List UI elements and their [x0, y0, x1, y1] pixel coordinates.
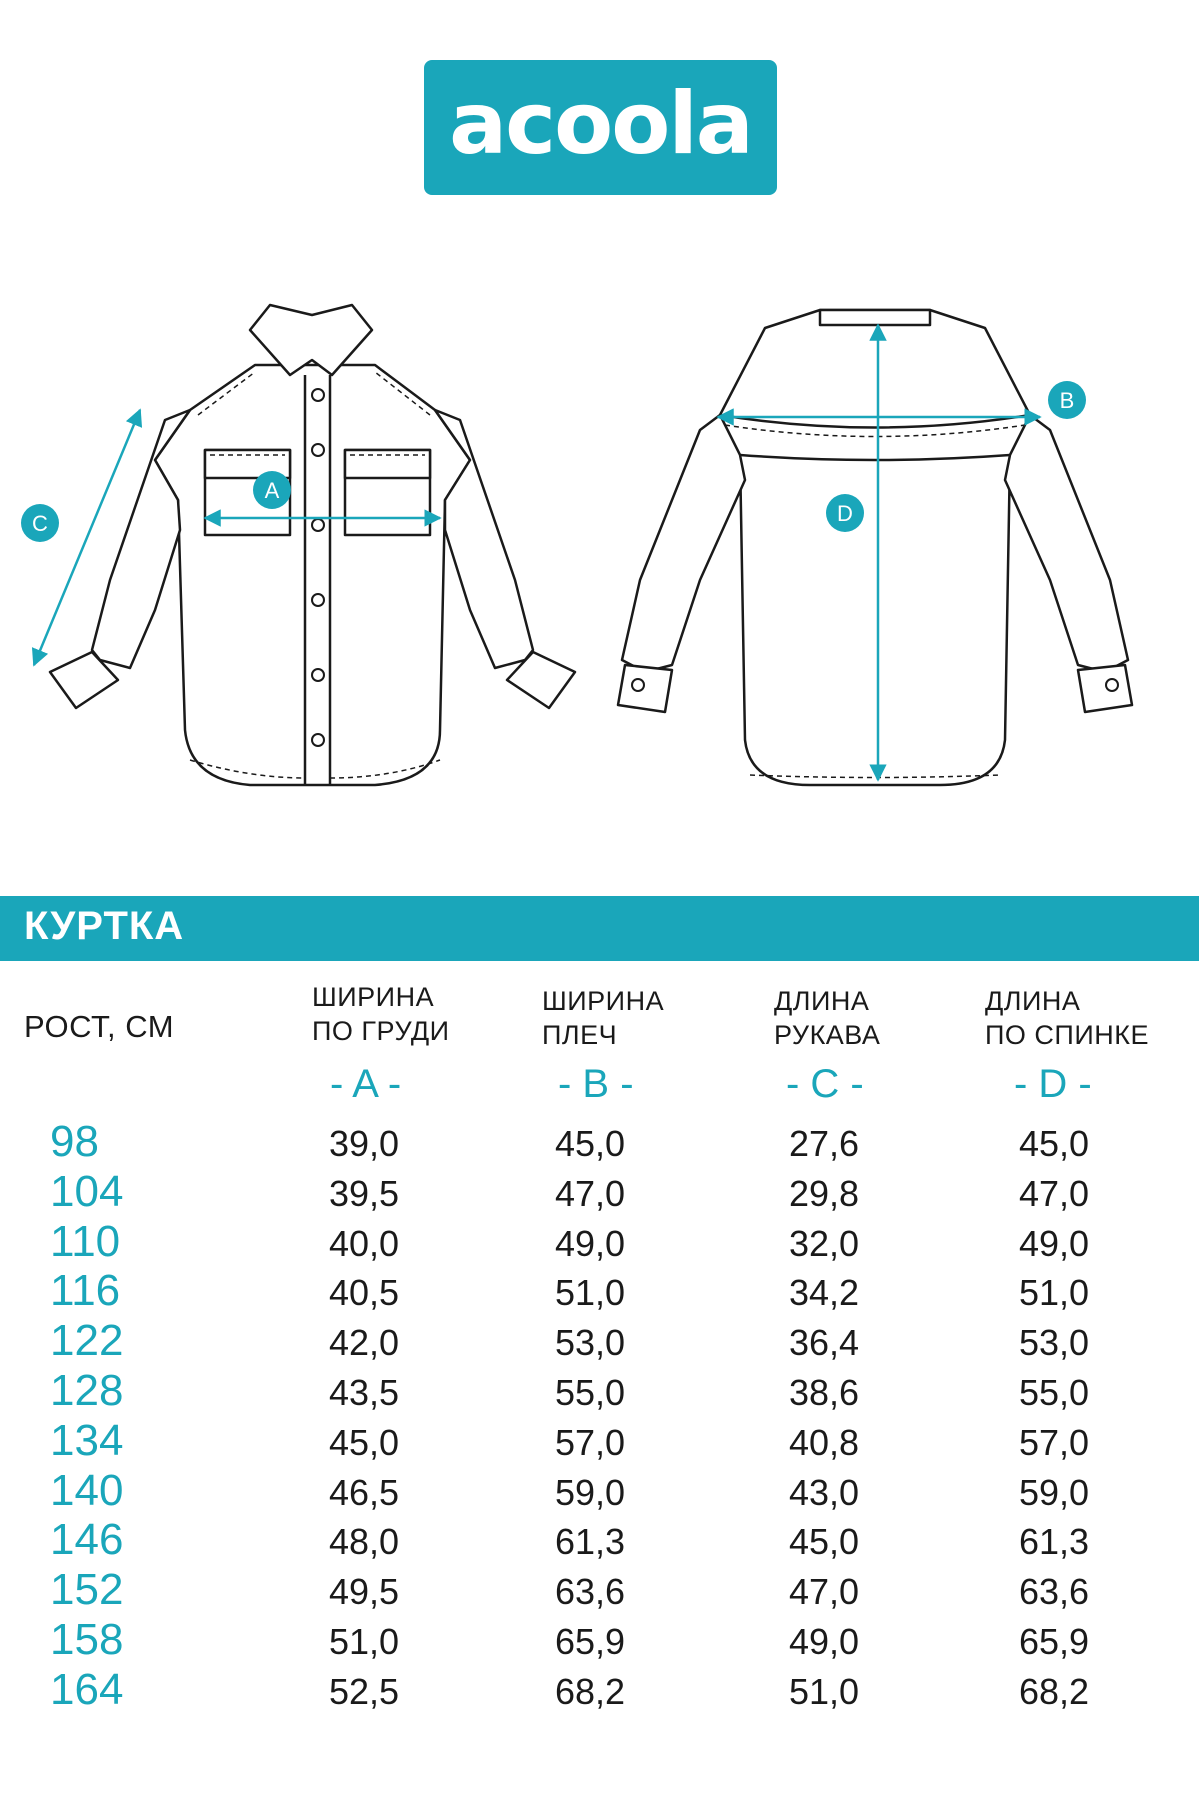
height-cell: 104: [50, 1166, 124, 1216]
sleeve-length-cell: 45,0: [788, 1521, 860, 1563]
front-view: [50, 305, 575, 785]
size-table-rows: [0, 1118, 1199, 1716]
marker-d: [826, 494, 864, 532]
height-cell: 128: [50, 1365, 124, 1415]
table-row: [0, 1566, 1199, 1616]
column-header-b-line1: ШИРИНА: [542, 986, 665, 1016]
sleeve-length-cell: 40,8: [788, 1421, 860, 1463]
chest-width-cell: 42,0: [328, 1322, 400, 1364]
shoulder-width-cell: 57,0: [554, 1421, 626, 1463]
back-length-cell: 45,0: [1018, 1123, 1090, 1164]
chest-width-cell: 40,0: [328, 1222, 400, 1264]
back-length-cell: 53,0: [1018, 1322, 1090, 1364]
column-letter-c: - C -: [786, 1062, 864, 1106]
table-row: [0, 1267, 1199, 1317]
shoulder-width-cell: 65,9: [554, 1620, 626, 1662]
chest-width-cell: 39,0: [328, 1123, 400, 1164]
table-row: [0, 1118, 1199, 1168]
column-header-b: [542, 984, 664, 1052]
sleeve-length-cell: 43,0: [788, 1471, 860, 1513]
column-header-a-line1: ШИРИНА: [312, 982, 435, 1012]
back-length-cell: 68,2: [1018, 1670, 1090, 1712]
column-header-a-line2: ПО ГРУДИ: [312, 1016, 450, 1046]
chest-width-cell: 43,5: [328, 1371, 400, 1413]
chest-width-cell: 51,0: [328, 1620, 400, 1662]
svg-text:D: D: [837, 501, 853, 526]
column-header-b-line2: ПЛЕЧ: [542, 1020, 618, 1050]
height-cell: 158: [50, 1614, 124, 1664]
shoulder-width-cell: 55,0: [554, 1371, 626, 1413]
height-cell: 98: [50, 1117, 99, 1166]
marker-c: [21, 504, 59, 542]
column-header-c-line2: РУКАВА: [774, 1020, 881, 1050]
column-header-d: [985, 984, 1149, 1052]
back-length-cell: 57,0: [1018, 1421, 1090, 1463]
shoulder-width-cell: 47,0: [554, 1172, 626, 1214]
chest-width-cell: 52,5: [328, 1670, 400, 1712]
brand-logo: [424, 60, 777, 195]
sleeve-length-cell: 49,0: [788, 1620, 860, 1662]
height-cell: 152: [50, 1565, 124, 1615]
table-row: [0, 1467, 1199, 1517]
brand-logo-text: acoola: [449, 73, 752, 174]
column-letter-a: - A -: [330, 1062, 402, 1106]
svg-text:B: B: [1059, 388, 1075, 413]
shoulder-width-cell: 49,0: [554, 1222, 626, 1264]
chest-width-cell: 46,5: [328, 1471, 400, 1513]
table-title: КУРТКА: [24, 904, 185, 948]
back-length-cell: 55,0: [1018, 1371, 1090, 1413]
chest-width-cell: 40,5: [328, 1272, 400, 1314]
back-length-cell: 61,3: [1018, 1521, 1090, 1563]
sleeve-length-cell: 32,0: [788, 1222, 860, 1264]
table-row: [0, 1417, 1199, 1467]
back-length-cell: 59,0: [1018, 1471, 1090, 1513]
back-length-cell: 47,0: [1018, 1172, 1090, 1214]
shoulder-width-cell: 45,0: [554, 1123, 626, 1164]
table-row: [0, 1218, 1199, 1268]
height-cell: 110: [50, 1216, 121, 1266]
chest-width-cell: 49,5: [328, 1571, 400, 1613]
height-cell: 122: [50, 1316, 124, 1366]
chest-width-cell: 39,5: [328, 1172, 400, 1214]
garment-diagrams: [0, 280, 1199, 800]
sleeve-length-cell: 51,0: [788, 1670, 860, 1712]
sleeve-length-cell: 27,6: [788, 1123, 860, 1164]
svg-text:C: C: [32, 511, 48, 536]
shoulder-width-cell: 53,0: [554, 1322, 626, 1364]
table-banner: [0, 896, 1199, 961]
table-row: [0, 1516, 1199, 1566]
column-letter-b: - B -: [558, 1062, 634, 1106]
chest-width-cell: 45,0: [328, 1421, 400, 1463]
shoulder-width-cell: 68,2: [554, 1670, 626, 1712]
table-row: [0, 1616, 1199, 1666]
sleeve-length-cell: 34,2: [788, 1272, 860, 1314]
back-length-cell: 63,6: [1018, 1571, 1090, 1613]
column-header-d-line1: ДЛИНА: [985, 986, 1081, 1016]
height-cell: 116: [50, 1266, 121, 1316]
back-view: [618, 310, 1132, 785]
shoulder-width-cell: 63,6: [554, 1571, 626, 1613]
height-cell: 146: [50, 1515, 124, 1565]
table-row: [0, 1317, 1199, 1367]
svg-text:A: A: [264, 478, 280, 503]
row-header: РОСТ, СМ: [24, 1009, 175, 1044]
sleeve-length-cell: 38,6: [788, 1371, 860, 1413]
sleeve-length-cell: 47,0: [788, 1571, 860, 1613]
column-header-a: [312, 980, 450, 1048]
marker-a: [253, 471, 291, 509]
table-row: [0, 1666, 1199, 1716]
back-length-cell: 65,9: [1018, 1620, 1090, 1662]
column-letter-d: - D -: [1014, 1062, 1092, 1106]
table-row: [0, 1367, 1199, 1417]
back-length-cell: 49,0: [1018, 1222, 1090, 1264]
marker-b: [1048, 381, 1086, 419]
chest-width-cell: 48,0: [328, 1521, 400, 1563]
column-header-d-line2: ПО СПИНКЕ: [985, 1020, 1149, 1050]
height-cell: 134: [50, 1415, 124, 1465]
column-header-c-line1: ДЛИНА: [774, 986, 870, 1016]
shoulder-width-cell: 61,3: [554, 1521, 626, 1563]
back-length-cell: 51,0: [1018, 1272, 1090, 1314]
shoulder-width-cell: 51,0: [554, 1272, 626, 1314]
sleeve-length-cell: 36,4: [788, 1322, 860, 1364]
height-cell: 140: [50, 1465, 124, 1515]
table-row: [0, 1168, 1199, 1218]
shoulder-width-cell: 59,0: [554, 1471, 626, 1513]
height-cell: 164: [50, 1664, 124, 1714]
sleeve-length-cell: 29,8: [788, 1172, 860, 1214]
column-header-c: [774, 984, 880, 1052]
